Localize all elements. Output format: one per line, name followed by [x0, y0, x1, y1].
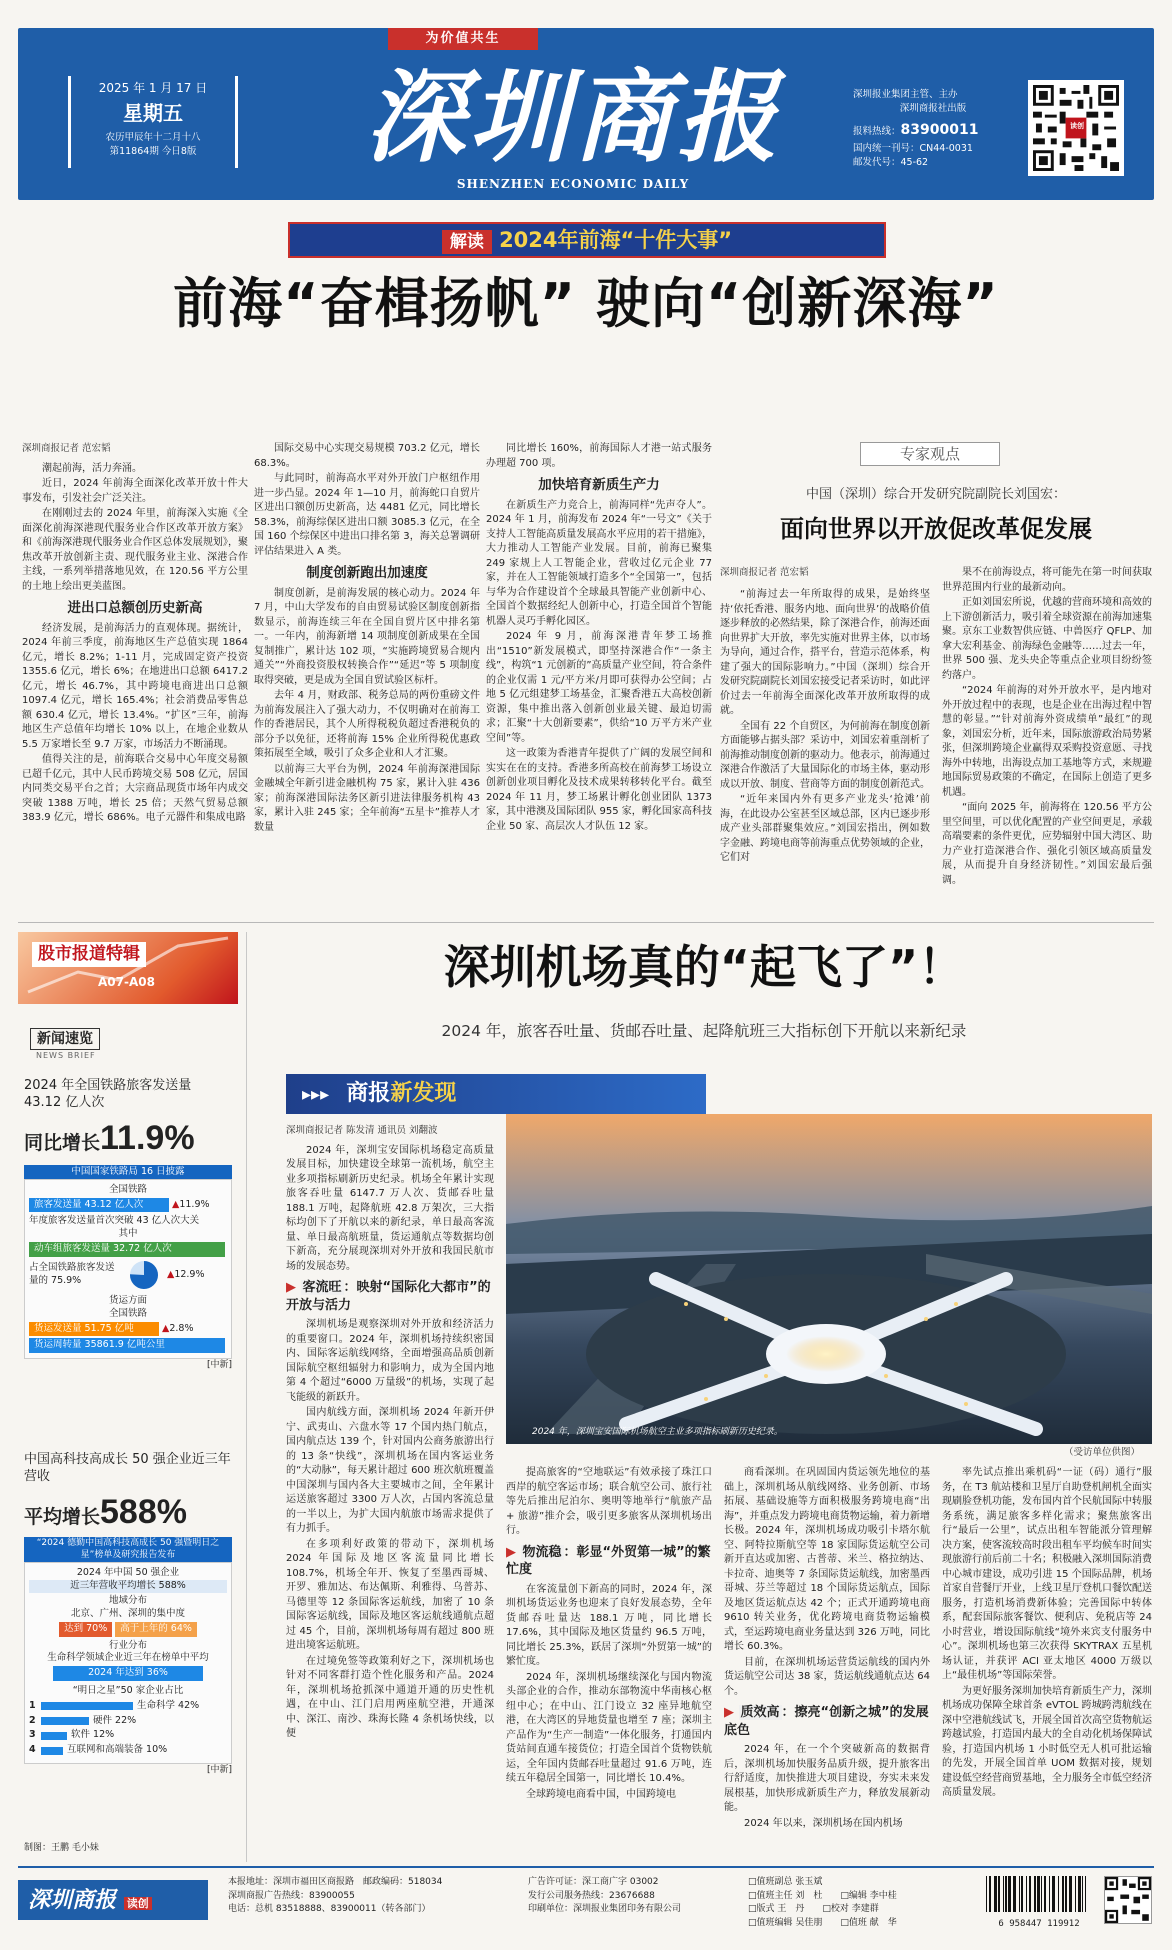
barcode-bar [989, 1876, 991, 1912]
subhead-1-text: ：映射“国际化大都市”的开放与活力 [286, 1280, 491, 1313]
publisher: 深圳商报社出版 [899, 102, 967, 114]
brief-hightech [24, 1452, 232, 1777]
paragraph: 目前，在深圳机场运营货运航线的国内外货运航空公司达 38 家，货运航线通航点达 64 个。 [724, 1656, 930, 1697]
share-bar-row [29, 1744, 227, 1757]
railway-big-val: 11.9% [100, 1118, 195, 1157]
paragraph: “面向 2025 年，前海将在 120.56 平方公里空间里，可以优化配置的产业空间更足，承载高端要素的条件更优，应势辐射中国大湾区、助力产业打造深港合作、强化引领区域高质量发展，从而提升自身经济韧性。”刘国宏最后强调。 [942, 802, 1152, 886]
chevrons-icon: ▸▸▸ [302, 1084, 330, 1105]
lead-byline: 深圳商报记者 范宏韬 [22, 443, 111, 454]
hotline [853, 120, 1013, 140]
railway-g3-bar: 货运发送量 51.75 亿吨 [29, 1322, 159, 1337]
railway-g2-row [29, 1258, 227, 1292]
promo-title: 股市报道特辑 [32, 942, 146, 967]
paragraph: 去年 4 月，财政部、税务总局的两份重磅文件为前海发展注入了强大动力，不仅明确对在前海工作的香港居民，其个人所得税税负超过香港税负的部分予以免征，还将前海 15% 企业所得税优惠政策拓展至全域，吸引了众多企业和人才汇聚。 [254, 690, 480, 760]
hightech-l1b: 近三年营收平均增长 588% [29, 1580, 227, 1593]
paragraph: 2024 年，深圳机场继续深化与国内物流头部企业的合作，推动东部物流中华南核心枢纽中心；在中山、江门设立 32 座异地航空港，在大湾区的异地货量也增至 7 座；深圳主产品作为“生产一制造”一体化服务，打通国内货站间直通车接货位；打造全国首个货物铁航运，全年国内货邮吞吐量超过 91.6 万吨，连续五年稳居全国第一，同比增长 10.4%。 [506, 1671, 712, 1785]
paragraph: 电话：总机 83518888、83900011（转各部门） [228, 1904, 431, 1914]
paragraph: 正如刘国宏所说，优越的营商环境和高效的上下游创新活力，吸引着全球资源在前海加速集聚。京东工业数智供应链、中兽医疗 QFLP、加拿大宏利基金、前海绿色金融等……过去一年，世界 500 强、龙头央企等重点企业项目纷纷签约落户。 [942, 597, 1152, 681]
footer-logo-tag: 读创 [124, 1897, 152, 1910]
paragraph: 2024 年，在一个个突破新高的数据背后，深圳机场加快服务品质升级，提升旅客出行舒适度，加快推进大项目建设，夯实未来发展根基，加快形成新质生产力，释放发展新动能。 [724, 1744, 930, 1814]
col3-paras [486, 442, 712, 471]
share-bar-label: 硬件 22% [93, 1714, 137, 1726]
hightech-l3: 行业分布 [108, 1639, 147, 1651]
paragraph: 国际交易中心实现交易规模 703.2 亿元，增长 68.3%。 [254, 443, 480, 469]
col2-paras [254, 442, 480, 559]
barcode-bar [1034, 1876, 1036, 1912]
paragraph: 为更好服务深圳加快培育新质生产力，深圳机场成功保障全球首条 eVTOL 跨城跨湾航线在深中空港航线试飞，开展全国首次高空货物航运跨越试验，打造国内最大的全自动化机场保障试验，打造国内机场 1 小时低空无人机可批运输的先发，开展全国首单 UOM 数据对接，规划建设低空经营商贸基地，全力服务全市低空经济高质量发展。 [942, 1685, 1152, 1798]
date-box [68, 76, 238, 168]
paragraph: 同比增长 160%，前海国际人才港一站式服务办理超 700 项。 [486, 443, 712, 469]
promo-pages: A07-A08 [98, 975, 155, 989]
paragraph: 在多项利好政策的带动下，深圳机场 2024 年国际及地区客流量同比增长 108.7%，机场全年开、恢复了至墨西哥城、开罗、雅加达、布达佩斯、利雅得、乌普苏、马德里等 12 条国际客运航线，加密了 10 条国际客运航线，国际及地区客运航线通航点超过 45 个，目前，深圳机场每周有超过 800 班进出境客运航班。 [286, 1538, 494, 1652]
paragraph: 发行公司服务热线：23676688 [528, 1890, 655, 1901]
barcode-bar [1044, 1876, 1046, 1912]
masthead [18, 28, 1154, 200]
airport-h1-paras [286, 1318, 494, 1742]
barcode-icon [984, 1876, 1094, 1912]
airport-lead [286, 1144, 494, 1275]
paragraph: 率先试点推出乘机码“一证（码）通行”服务，在 T3 航站楼和卫星厅自助登机闸机全面实现刷脸登机功能，发布国内首个民航国际中转服务系统，满足旅客多样化需求；聚焦旅客出行“最后一公里”，试点出租车智能派分管理解决方案，使客流较高时段出租车平均候车时间实现旅游行前后前二十名；积极融入深圳国际消费中心城市建设，成功引进 15 个国际品牌，机场首家自营餐厅开业，上线卫星厅登机口餐饮配送服务，打造机场消费新体验；完善国际中转体系，配套国际旅客餐饮、便利店、免税店等 24 小时营业，增设国际航线“境外来宾支付服务中心”。深圳机场也第三次获得 SKYTRAX 五星机场认证，并获评 ACI 亚太地区 4000 万级以上“最佳机场”等国际荣誉。 [942, 1467, 1152, 1681]
railway-title: 2024 年全国铁路旅客发送量 43.12 亿人次 [24, 1078, 192, 1110]
section-divider [18, 922, 1154, 923]
lead-col-2 [254, 442, 480, 912]
railway-note: 年度旅客发送量首次突破 43 亿人次大关 [29, 1215, 200, 1227]
promo-banner[interactable] [18, 932, 238, 1004]
paragraph: 果不在前海设点，将可能先在第一时间获取世界范围内行业的最新动向。 [942, 567, 1152, 593]
opinion-byline: 深圳商报记者 范宏韬 [720, 567, 809, 578]
railway-g2-pct: 12.9% [174, 1268, 205, 1280]
footer-logo [18, 1880, 208, 1920]
newspaper-title-en: SHENZHEN ECONOMIC DAILY [456, 177, 690, 191]
opinion-kicker: 中国（深圳）综合开发研究院副院长刘国宏： [805, 487, 1066, 502]
paragraph: 在客流量创下新高的同时，2024 年，深圳机场货运业务也迎来了良好发展态势，全年货邮吞吐量达 188.1 万吨，同比增长 17.6%，其中国际及地区货量约 96.5 万吨，同比增长 25.3%，跃居了深圳“外贸第一城”的繁忙度。 [506, 1583, 712, 1668]
airport-col-4 [942, 1466, 1152, 1856]
hightech-l2-row [29, 1621, 227, 1638]
airport-col-2 [506, 1466, 712, 1856]
barcode-bar [1003, 1876, 1004, 1912]
cn-number: 国内统一刊号：CN44-0031 [853, 142, 973, 154]
barcode-bar [1078, 1876, 1081, 1912]
opinion-col-1 [720, 588, 930, 910]
barcode-bar [1062, 1876, 1064, 1912]
barcode-bar [1065, 1876, 1067, 1912]
up-arrow-icon: ▲ [172, 1198, 180, 1210]
railway-g1: 全国铁路 [108, 1183, 147, 1195]
paragraph: “近年来国内外有更多产业龙头‘抢滩’前海，在此设办公室甚至区域总部，区内已逐步形成产业头部群聚集效应。”刘国宏指出，例如数字金融、跨境电商等前海重点优势领域的企业，它们对 [720, 794, 930, 863]
lunar-date: 农历甲辰年十二月十八 [105, 132, 201, 144]
airport-subtitle: 2024 年，旅客吞吐量、货邮吞吐量、起降航班三大指标创下开航以来新纪录 [441, 1022, 967, 1040]
hightech-title: 中国高科技高成长 50 强企业近三年营收 [24, 1452, 231, 1484]
photo-credit: （受访单位供图） [1064, 1447, 1141, 1458]
up-arrow-icon: ▲ [167, 1268, 175, 1280]
subhead-2-text: ：彰显“外贸第一城”的繁忙度 [506, 1544, 711, 1578]
col3-paras-2 [486, 499, 712, 835]
paragraph: 值得关注的是，前海联合交易中心年度交易额已超千亿元，其中人民币跨境交易 508 亿元，居国内同类交易平台之首；大宗商品现货市场年内成交突破 1388 万吨，增长 25 倍；天然气贸易总额 383.9 亿元，增长 686%。电子元器件和集成电路 [22, 754, 248, 824]
footer-col-1 [228, 1876, 518, 1917]
paragraph: □版式 王 丹 □校对 李建群 [748, 1904, 879, 1914]
railway-g1-pct: 11.9% [179, 1198, 210, 1210]
brand-pre: 商报 [346, 1081, 391, 1106]
airport-photo [506, 1114, 1152, 1444]
barcode-bar [1085, 1876, 1086, 1912]
footer [18, 1874, 1154, 1944]
qr-label: 读创 [1070, 122, 1084, 130]
share-bar-label: 互联网和高端装备 10% [67, 1744, 168, 1756]
paragraph: 以前海三大平台为例，2024 年前海深港国际金融城全年新引进金融机构 75 家，累计入驻 436 家；前海深港国际法务区新引进法律服务机构 43 家，累计入驻 245 家；全年前海“五星卡”推荐人才数量 [254, 763, 480, 833]
barcode-bar [1082, 1876, 1083, 1912]
airport-subhead-2 [506, 1544, 712, 1579]
airport-photo-image [506, 1114, 1152, 1444]
sidebar-credit: 制图：王鹏 毛小妹 [24, 1843, 99, 1853]
barcode-bar [1013, 1876, 1016, 1912]
col2-paras-2 [254, 587, 480, 836]
masthead-info [853, 88, 1013, 169]
share-bar-rank: 3 [29, 1729, 36, 1741]
barcode-bar [1026, 1876, 1027, 1912]
share-bar-label: 软件 12% [71, 1729, 115, 1741]
newspaper-title: 深圳商报 [365, 58, 781, 176]
barcode-bar [1069, 1876, 1072, 1912]
lead-paras [22, 462, 248, 595]
barcode [984, 1876, 1094, 1928]
airport-col2-paras [506, 1466, 712, 1539]
paragraph: 广告许可证：深工商广字 03002 [528, 1877, 659, 1887]
share-bar [41, 1702, 133, 1710]
footer-col-3 [748, 1876, 978, 1930]
barcode-number: 6 958447 119912 [998, 1918, 1080, 1929]
share-bar [41, 1747, 63, 1755]
hightech-big [24, 1488, 232, 1537]
paragraph: 2024 年 9 月，前海深港青年梦工场推出“1510”新发展模式，即坚持深港合作“一条主线”，构筑“1 元创新的”高质量产业空间，符合条件的企业仅需 1 元/平方米/月即可获得办公空间；占地 5 亿元组建梦工场基金，汇聚香港五大高校创新资源，集中推出落入创新创业最关键、最迫切需求；汇聚“十大创新要素”，供给“10 万平方米产业空间”等。 [486, 631, 712, 744]
barcode-bar [1021, 1876, 1023, 1912]
play-icon: ▶ [506, 1544, 516, 1560]
hightech-l4: “明日之星”50 家企业占比 [72, 1684, 184, 1696]
barcode-bar [1008, 1876, 1011, 1912]
barcode-bar [1029, 1876, 1031, 1912]
barcode-bar [1052, 1876, 1055, 1912]
hightech-bars [29, 1700, 227, 1757]
barcode-bar [994, 1876, 997, 1912]
paragraph: 提高旅客的“空地联运”有效承接了珠江口西岸的航空客运市场；联合航空公司、旅行社等先后推出尼泊尔、奥明等地举行“航旅产品 + 旅游”推介会，吸引更多旅客从深圳机场出行。 [506, 1467, 712, 1536]
news-brief-title: 新闻速览 [30, 1028, 100, 1050]
lead-col-3 [486, 442, 712, 912]
hotline-label: 报料热线： [853, 125, 901, 137]
weekday: 星期五 [123, 101, 183, 126]
paragraph: “前海过去一年所取得的成果，是始终坚持‘依托香港、服务内地、面向世界’的战略价值逐步释放的必然结果，除了深港合作，前海还面向世界扩大开放，率先实施对世界主体，以市场为导向，通过合作，搭平台，营造示范体系，构建了强大的国际影响力。”中国（深圳）综合开发研究院副院长刘国宏接受记者采访时，如此评价过去一年前海全面深化改革开放所取得的成就。 [720, 589, 930, 716]
railway-big-pre: 同比增长 [24, 1131, 101, 1154]
hightech-l1: 2024 年中国 50 强企业 [76, 1567, 180, 1579]
paragraph: 本报地址：深圳市福田区商报路 邮政编码：518034 [228, 1877, 443, 1887]
barcode-bar [1005, 1876, 1007, 1912]
lead-subhead-1: 进出口总额创历史新高 [67, 600, 203, 617]
qr-code[interactable] [1028, 80, 1124, 176]
railway-g3-pct: 2.8% [169, 1322, 194, 1334]
barcode-bar [986, 1876, 987, 1912]
sidebar-divider [246, 932, 247, 1862]
hotline-number: 83900011 [900, 121, 979, 138]
railway-g1-bar: 旅客发送量 43.12 亿人次 [29, 1198, 169, 1213]
share-pie-chart [127, 1258, 161, 1292]
paragraph: 2024 年，深圳宝安国际机场稳定高质量发展目标，加快建设全球第一流机场，航空主业多项指标刷新历史纪录。机场全年累计实现旅客吞吐量 6147.7 万人次、货邮吞吐量 188.1 万吨，起降航班 42.8 万架次，三大指标均创下了开航以来的新纪录，单日最高客流量、单日最高航班量，货运通航点等数据均创下新高，充分展现深圳对外开放和我国民航市场的发展态势。 [286, 1144, 494, 1272]
hightech-l2c: 达到 70% [59, 1622, 112, 1637]
railway-g3b: 全国铁路 [108, 1307, 147, 1319]
issue-number: 第11864期 今日8版 [109, 146, 197, 158]
hightech-big-pre: 平均增长 [24, 1505, 101, 1528]
airport-col4-paras [942, 1466, 1152, 1801]
railway-g2-bar: 动车组旅客发送量 32.72 亿人次 [29, 1242, 225, 1257]
share-bar-row [29, 1715, 227, 1728]
up-arrow-icon: ▲ [162, 1322, 170, 1334]
brief-railway [24, 1078, 232, 1372]
masthead-slogan: 为价值共生 [388, 28, 538, 50]
brand-bar [286, 1074, 706, 1114]
railway-g3-bar2: 货运周转量 35861.9 亿吨公里 [29, 1338, 225, 1353]
paragraph: 潮起前海，活力奔涌。 [42, 462, 142, 474]
barcode-bar [1058, 1876, 1059, 1912]
opinion-title: 面向世界以开放促改革促发展 [780, 515, 1092, 543]
hightech-l2b: 北京、广州、深圳的集中度 [70, 1607, 185, 1619]
barcode-bar [1049, 1876, 1050, 1912]
subhead-3-text: ：擦亮“创新之城”的发展底色 [724, 1705, 929, 1738]
airport-col-3 [724, 1466, 930, 1856]
railway-g2-label: 占全国铁路旅客发送量的 75.9% [29, 1262, 115, 1286]
paragraph: 在过境免签等政策利好之下，深圳机场也针对不同客群打造个性化服务和产品。2024 年，深圳机场抢抓深中通道开通的历史性机遇，在中山、江门启用两座航空港，开通深中、深江、南沙、珠海长隆 4 条机场快线，以便 [286, 1655, 494, 1740]
news-brief-header [30, 1028, 100, 1062]
lead-col-1 [22, 442, 248, 912]
share-bar [41, 1717, 89, 1725]
paragraph: 近日，2024 年前海全面深化改革开放十件大事发布，引发社会广泛关注。 [22, 478, 248, 504]
paragraph: □值班编辑 吴佳朋 □值班 献 华 [748, 1917, 897, 1928]
airport-col3-paras [724, 1466, 930, 1699]
barcode-bar [1019, 1876, 1020, 1912]
share-bar-label: 生命科学 42% [137, 1699, 200, 1711]
paragraph: 国内航线方面，深圳机场 2024 年新开伊宁、武夷山、六盘水等 17 个国内热门航点，国内航点达 139 个，针对国内公商务旅游出行的 13 条“快线”，深圳机场在国内客运业务的“大动脉”，每天累计超过 600 班次航班覆盖中国深圳与国内各大主要城市之间，全年累计运送旅客超过 3300 万人次，占国内客流总量的一半以上，为扩大国内航旅市场需求提供了有力抓手。 [286, 1407, 494, 1535]
paragraph: 印刷单位：深圳报业集团印务有限公司 [528, 1904, 682, 1914]
subhead-3-title: 质效高 [740, 1705, 780, 1720]
paragraph: 全国有 22 个自贸区，为何前海在制度创新方面能够占据头部？采访中，刘国宏着重剖析了前海推动制度创新的驱动力。他表示，前海通过深港合作激活了大量国际化的市场主体，驱动形成以开放、制度、营商等方面的制度创新范式。 [720, 720, 930, 790]
paragraph: 深圳机场是观察深圳对外开放和经济活力的重要窗口。2024 年，深圳机场持续织密国内、国际客运航线网络，全面增强高品质创新国际航空枢纽辐射力和影响力，成为全国内地第 4 个超过“6000 万量级”的机场，实现了起飞能级的新跃升。 [286, 1319, 494, 1403]
hightech-l3c: 2024 年达到 36% [53, 1666, 203, 1681]
footer-qr[interactable] [1104, 1876, 1152, 1924]
subhead-1-title: 客流旺 [302, 1280, 342, 1296]
barcode-bar [1037, 1876, 1040, 1912]
share-bar-rank: 2 [29, 1714, 36, 1726]
airport-h2-paras [506, 1583, 712, 1803]
banner-prefix: 解读 [442, 230, 492, 254]
sponsor: 深圳报业集团主管、主办 [853, 89, 958, 100]
hightech-l3b: 生命科学领域企业近三年在榜单中平均 [47, 1652, 209, 1664]
paragraph: 这一政策为香港青年提供了广阔的发展空间和实实在在的支持。香港多所高校在前海梦工场设立创新创业项目孵化及技术成果转移转化平台。截至 2024 年 11 月，梦工场累计孵化创业团队 1373 家，其中港澳及国际团队 955 家，孵化国家高科技企业 50 家、高层次人才队伍 12 家。 [486, 748, 712, 832]
paragraph: 2024 年以来，深圳机场在国内机场 [744, 1817, 903, 1829]
opinion-tag [860, 442, 1000, 466]
issue-date: 2025 年 1 月 17 日 [98, 81, 208, 95]
news-brief-en: NEWS BRIEF [36, 1051, 96, 1061]
railway-sub: 其中 [118, 1228, 138, 1240]
footer-col-2 [528, 1876, 738, 1917]
subhead-2-title: 物流稳 [522, 1544, 562, 1560]
paragraph: 商看深圳。在巩固国内货运领先地位的基础上，深圳机场从航线网络、业务创新、市场拓展、基础设施等方面积极服务跨境电商“出海”，并重点发力跨境电商货物运输，着力新增长极。2024 年，深圳机场成功吸引卡塔尔航空、阿特拉斯航空等 18 家国际货运航空公司新开直达或加密、古普蒂、米兰、格拉纳达、卡拉奇、迪奥等 7 条国际货运航线，加密墨西哥城、芬兰等超过 18 个国际货运航点，国际及地区货运航点达 42 个；正式开通跨境电商 9610 转关业务，优化跨境电商货物运输模式，至运跨境电商业务量达到 326 万吨，同比增长 60.3%。 [724, 1467, 930, 1652]
share-bar-rank: 4 [29, 1744, 36, 1756]
opinion-col-2 [942, 566, 1152, 910]
barcode-bar [1075, 1876, 1076, 1912]
railway-panel [24, 1179, 232, 1359]
railway-g3: 货运方面 [108, 1294, 147, 1306]
hightech-l2: 地域分布 [108, 1595, 147, 1607]
hightech-panel [24, 1562, 232, 1764]
hightech-source: “2024 德勤中国高科技高成长 50 强暨明日之星”榜单及研究报告发布 [24, 1537, 232, 1562]
section-banner [288, 222, 886, 258]
paragraph: □值班主任 刘 杜 □编辑 李中桂 [748, 1890, 897, 1901]
share-bar [41, 1732, 67, 1740]
paragraph: 深圳商报广告热线：83900055 [228, 1890, 355, 1901]
airport-h3-paras [724, 1743, 930, 1831]
footer-logo-text: 深圳商报 [28, 1887, 117, 1913]
photo-caption: 2024 年，深圳宝安国际机场航空主业多项指标刷新历史纪录。 [532, 1427, 783, 1437]
lead-subhead-3: 加快培育新质生产力 [538, 477, 660, 493]
play-icon: ▶ [286, 1280, 296, 1296]
footer-divider [18, 1866, 1154, 1868]
paragraph: 制度创新，是前海发展的核心动力。2024 年 7 月，中山大学发布的自由贸易试验区制度创新指数显示，前海连续三年在全国自贸片区中排名第一。一年内，前海新增 14 项制度创新成果在全国复制推广，累计达 102 项，“实施跨境贸易合规内通关”“外商投资股权转换合作”“延迟”等 5 项制度取得突破，更是成为全国自贸试验区标杆。 [254, 587, 480, 686]
airport-subhead-3 [724, 1704, 930, 1739]
paragraph: 在新质生产力竞合上，前海同样“先声夺人”。2024 年 1 月，前海发布 2024 年“一号文”《关于支持人工智能高质量发展高水平应用的若干措施》，大力推动人工智能产业发展。目前，前海已聚集 249 家规上人工智能企业，营收过亿元企业 77 家，并在人工智能领域打造多个“全国第一”，包括与华为合作建设首个全球最具智能产业创新中心、全国首个数据经纪人创新中心，打造全国首个智能机器人灵巧手孵化园区。 [486, 499, 712, 627]
paragraph: 经济发展，是前海活力的直观体现。据统计，2024 年前三季度，前海地区生产总值实现 1864 亿元，增长 8.2%；1-11 月，完成固定资产投资 1355.6 亿元，增长 6%；在地进出口总额 6417.2 亿元，增长 46.7%，其中跨境电商进出口总额 1097.4 亿元，增长 165.4%；社会消费品零售总额 630.4 亿元，增长 13.4%。“扩区”三年，前海地区生产总值年均增长 10% 以上，在地企业数从 5.5 万家增长至 9.7 万家，市场活力不断涌现。 [22, 622, 248, 750]
front-headline: 前海“奋楫扬帆” 驶向“创新深海” [173, 272, 999, 335]
brand-post: 新发现 [390, 1081, 457, 1106]
railway-big [24, 1114, 232, 1163]
railway-g1-row [29, 1197, 227, 1214]
airport-subhead-1 [286, 1279, 494, 1314]
banner-text: 2024年前海“十件大事” [499, 228, 733, 252]
paragraph: 全球跨境电商看中国，中国跨境电 [526, 1788, 676, 1800]
airport-col-1 [286, 1124, 494, 1856]
opinion-box [720, 442, 1152, 912]
share-bar-row [29, 1700, 227, 1713]
paragraph: 在刚刚过去的 2024 年里，前海深入实施《全面深化前海深港现代服务业合作区改革开放方案》和《前海深港现代服务业合作区总体发展规划》，聚焦改革开放创新主责、现代服务业主业、深港合作主线，一系列举措落地见效，在 120.56 平方公里的土地上绘出更美蓝图。 [22, 508, 248, 592]
paragraph: “2024 年前海的对外开放水平，是内地对外开放过程中的表现，也是企业在出海过程中智慧的彰显。”“针对前海外资成绩单”最红”的现象，刘国宏分析，近年来，国际旅游政治局势紧张，但深圳跨境企业赢得双采购投资意愿、寻找海外中转地，出海设点加工基地等方式，来规避地国际贸易政策的不确定，在国际上创造了更多机遇。 [942, 685, 1152, 798]
paragraph: 与此同时，前海高水平对外开放门户枢纽作用进一步凸显。2024 年 1—10 月，前海蛇口自贸片区进出口额创历史新高，达 4481 亿元，同比增长 58.3%，前海综保区进出口额 3085.3 亿元，在全国 160 个综保区中进出口排名第 3，海关总署调研评估结果进入 A 类。 [254, 473, 480, 557]
paragraph: □值班副总 张玉斌 [748, 1877, 823, 1887]
railway-source: 中国国家铁路局 16 日披露 [24, 1165, 232, 1179]
barcode-bar [998, 1876, 1000, 1912]
sidebar [18, 932, 238, 1862]
airport-byline: 深圳商报记者 陈发清 通讯员 刘翻波 [286, 1125, 438, 1136]
share-bar-rank: 1 [29, 1699, 36, 1711]
opinion-tag-text: 专家观点 [899, 445, 960, 463]
post-code: 邮发代号：45-62 [853, 156, 929, 168]
hightech-l2d: 高于上年的 64% [115, 1622, 197, 1637]
lead-subhead-2: 制度创新跑出加速度 [306, 565, 428, 581]
railway-g3-row [29, 1321, 227, 1338]
share-bar-row [29, 1729, 227, 1742]
qr-code-icon [1105, 1877, 1151, 1923]
barcode-bar [1041, 1876, 1042, 1912]
lead-paras-2 [22, 622, 248, 826]
hightech-tag: [中新] [206, 1765, 232, 1776]
play-icon: ▶ [724, 1705, 734, 1720]
railway-tag: [中新] [206, 1360, 232, 1371]
airport-title: 深圳机场真的“起飞了”！ [443, 940, 965, 994]
hightech-big-val: 588% [100, 1492, 187, 1531]
